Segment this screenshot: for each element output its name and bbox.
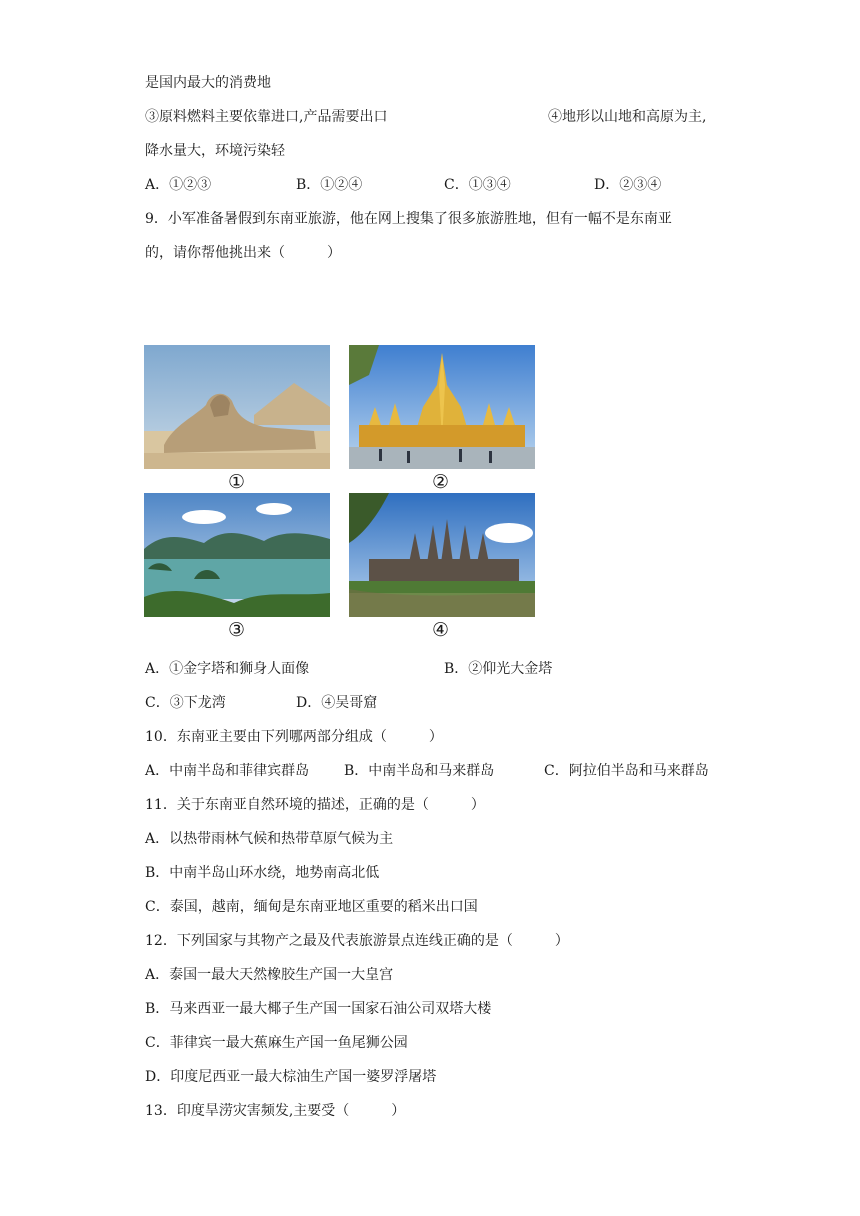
q8-option-b: B．①②④ bbox=[296, 177, 363, 193]
halong-bay-photo bbox=[144, 493, 330, 617]
q9-option-b: B．②仰光大金塔 bbox=[444, 661, 553, 677]
golden-pagoda-photo bbox=[349, 345, 535, 469]
q12-option-a: A．泰国一最大天然橡胶生产国一大皇宫 bbox=[145, 967, 394, 983]
q8-statement-4: ④地形以山地和高原为主, bbox=[548, 109, 707, 125]
angkor-wat-photo bbox=[349, 493, 535, 617]
photo-label-2: ② bbox=[432, 471, 450, 493]
photo-label-3: ③ bbox=[228, 619, 246, 641]
q8-option-c: C．①③④ bbox=[444, 177, 511, 193]
q8-statement-2-end: 是国内最大的消费地 bbox=[145, 75, 271, 91]
q10-option-c: C．阿拉伯半岛和马来群岛 bbox=[544, 763, 709, 779]
q8-option-a: A．①②③ bbox=[145, 177, 212, 193]
sphinx-photo bbox=[144, 345, 330, 469]
photo-label-4: ④ bbox=[432, 619, 450, 641]
q8-option-d: D．②③④ bbox=[594, 177, 662, 193]
q8-statement-4-end: 降水量大，环境污染轻 bbox=[145, 143, 285, 159]
q11-option-c: C．泰国，越南，缅甸是东南亚地区重要的稻米出口国 bbox=[145, 899, 478, 915]
q12-stem: 12．下列国家与其物产之最及代表旅游景点连线正确的是（ ） bbox=[145, 933, 569, 949]
q13-stem: 13．印度旱涝灾害频发,主要受（ ） bbox=[145, 1103, 406, 1119]
photo-label-1: ① bbox=[228, 471, 246, 493]
q11-option-b: B．中南半岛山环水绕，地势南高北低 bbox=[145, 865, 380, 881]
q12-option-c: C．菲律宾一最大蕉麻生产国一鱼尾狮公园 bbox=[145, 1035, 408, 1051]
q11-option-a: A．以热带雨林气候和热带草原气候为主 bbox=[145, 831, 394, 847]
q12-option-d: D．印度尼西亚一最大棕油生产国一婆罗浮屠塔 bbox=[145, 1069, 437, 1085]
q11-stem: 11．关于东南亚自然环境的描述，正确的是（ ） bbox=[145, 797, 485, 813]
q9-stem: 9．小军准备暑假到东南亚旅游，他在网上搜集了很多旅游胜地，但有一幅不是东南亚 bbox=[145, 211, 672, 227]
q12-option-b: B．马来西亚一最大椰子生产国一国家石油公司双塔大楼 bbox=[145, 1001, 492, 1017]
q10-option-a: A．中南半岛和菲律宾群岛 bbox=[145, 763, 310, 779]
q10-stem: 10．东南亚主要由下列哪两部分组成（ ） bbox=[145, 729, 443, 745]
q9-stem-end: 的，请你帮他挑出来（ ） bbox=[145, 245, 341, 261]
q9-option-c: C．③下龙湾 bbox=[145, 695, 226, 711]
q9-option-a: A．①金字塔和狮身人面像 bbox=[145, 661, 310, 677]
q10-option-b: B．中南半岛和马来群岛 bbox=[344, 763, 495, 779]
q8-statement-3: ③原料燃料主要依靠进口,产品需要出口 bbox=[145, 109, 388, 125]
q9-option-d: D．④吴哥窟 bbox=[296, 695, 378, 711]
